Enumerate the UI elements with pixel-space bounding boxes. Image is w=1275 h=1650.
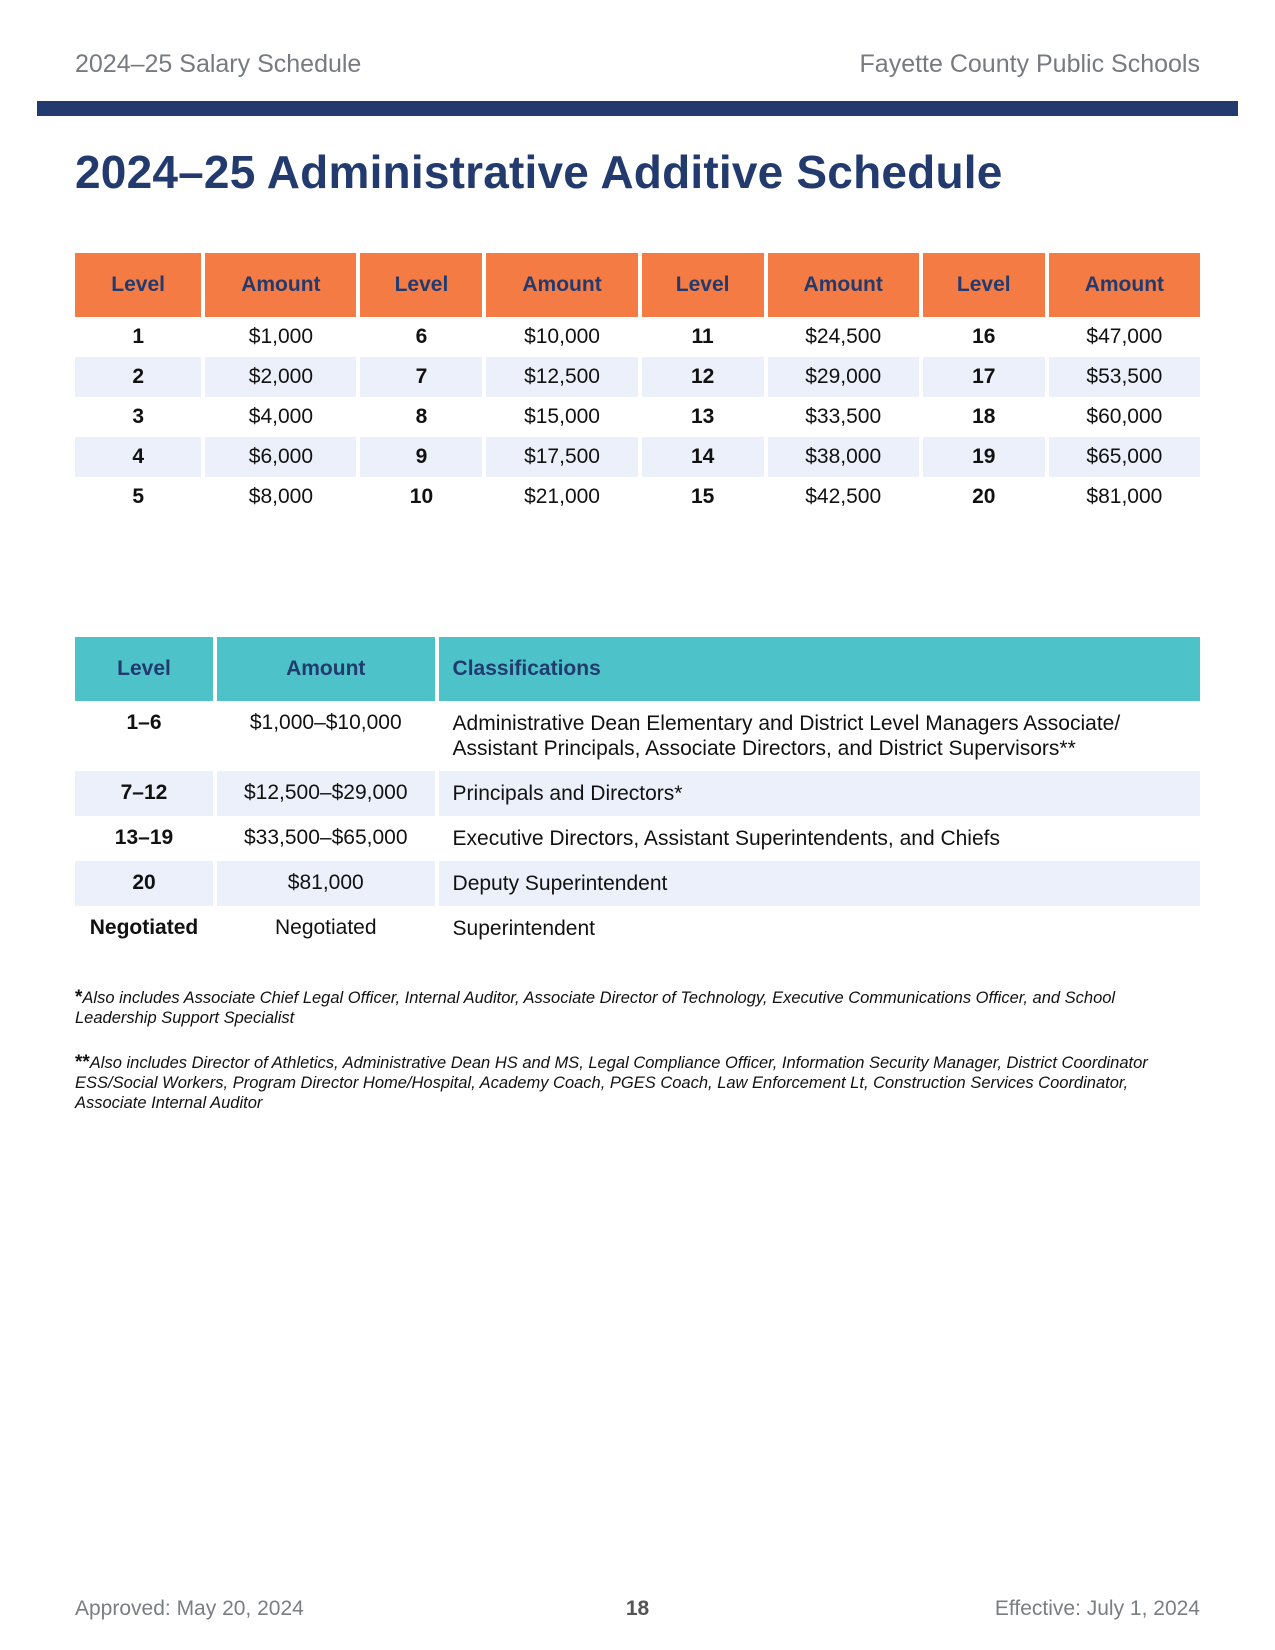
column-header-level: Level [923,253,1045,317]
column-header-amount: Amount [205,253,356,317]
column-header-amount: Amount [768,253,919,317]
column-header-level: Level [642,253,764,317]
amount-cell: $1,000 [248,325,313,348]
amount-cell: $2,000 [205,357,356,397]
level-cell: 14 [642,437,764,477]
level-range-cell: 13–19 [114,826,174,849]
level-cell: 20 [972,485,996,508]
footnote-single-asterisk [75,988,1185,1028]
level-range-cell: 20 [75,861,213,906]
level-cell: 19 [923,437,1045,477]
level-cell: 7 [360,357,482,397]
table-row [75,397,1200,437]
level-cell: 9 [360,437,482,477]
level-range-cell: 7–12 [75,771,213,816]
amount-range-cell: $12,500–$29,000 [217,771,435,816]
amount-range-cell: $33,500–$65,000 [244,826,408,849]
level-cell: 13 [690,405,715,428]
amount-cell: $38,000 [768,437,919,477]
table-row [75,317,1200,357]
page-title: 2024–25 Administrative Additive Schedule [75,146,1003,198]
amount-cell: $60,000 [1086,405,1163,428]
table-row [75,701,1200,771]
footnote-double-asterisk [75,1053,1185,1113]
additive-table-header-row [75,253,1200,317]
amount-range-cell: Negotiated [274,916,377,939]
level-cell: 17 [923,357,1045,397]
amount-range-cell: $1,000–$10,000 [249,711,402,734]
footnote-text: Also includes Associate Chief Legal Officer, Internal Auditor, Associate Director of Technology, Executive Communications Officer, and School Leadership Support Specialist [75,989,1116,1027]
column-header-amount: Amount [486,253,637,317]
amount-cell: $33,500 [805,405,882,428]
classification-cell: Administrative Dean Elementary and District Level Managers Associate/ Assistant Principals, Associate Directors, and District Supervisors** [452,712,1121,760]
column-header-level: Level [75,637,213,701]
column-header-amount: Amount [1049,253,1200,317]
amount-cell: $47,000 [1086,325,1163,348]
footnote-text: Also includes Director of Athletics, Administrative Dean HS and MS, Legal Compliance Officer, Information Security Manager, District Coordinator ESS/Social Workers, Program Director Home/Hospital, Academy Coach, PGES Coach, Law Enforcement Lt, Construction Services Coordinator, Associate Internal Auditor [75,1054,1148,1112]
footnote-marker: * [75,987,83,1008]
classification-cell: Deputy Superintendent [439,861,1200,906]
amount-cell: $81,000 [1086,485,1163,508]
level-cell: 6 [415,325,428,348]
level-cell: 4 [75,437,201,477]
table-row [75,477,1200,517]
column-header-classifications: Classifications [439,637,1200,701]
amount-cell: $53,500 [1049,357,1200,397]
additive-amount-table [71,253,1204,517]
level-cell: 11 [691,325,714,348]
table-row [75,861,1200,906]
level-cell: 12 [642,357,764,397]
header-organization: Fayette County Public Schools [859,50,1200,78]
header-rule [37,101,1238,116]
column-header-level: Level [75,253,201,317]
column-header-level: Level [360,253,482,317]
classification-cell: Principals and Directors* [439,771,1200,816]
amount-cell: $8,000 [248,485,313,508]
level-range-cell: 1–6 [126,711,162,734]
level-cell: 18 [972,405,996,428]
footnote-marker: ** [75,1052,90,1073]
amount-cell: $6,000 [205,437,356,477]
amount-cell: $42,500 [805,485,882,508]
amount-cell: $15,000 [524,405,600,428]
table-row [75,357,1200,397]
table-row [75,771,1200,816]
amount-cell: $12,500 [486,357,637,397]
footer-effective-date: Effective: July 1, 2024 [994,1597,1200,1620]
amount-range-cell: $81,000 [217,861,435,906]
level-range-cell: Negotiated [89,916,199,939]
amount-cell: $10,000 [524,325,600,348]
column-header-amount: Amount [217,637,435,701]
level-cell: 5 [132,485,144,508]
amount-cell: $17,500 [486,437,637,477]
amount-cell: $29,000 [768,357,919,397]
classification-table [71,637,1204,951]
classification-cell: Executive Directors, Assistant Superintendents, and Chiefs [452,827,1000,850]
level-cell: 8 [415,405,428,428]
level-cell: 2 [75,357,201,397]
level-cell: 10 [409,485,434,508]
level-cell: 15 [690,485,715,508]
amount-cell: $65,000 [1049,437,1200,477]
table-row [75,906,1200,951]
level-cell: 16 [972,325,996,348]
amount-cell: $24,500 [805,325,882,348]
classification-cell: Superintendent [452,917,595,940]
header-document-title: 2024–25 Salary Schedule [75,50,362,78]
footer-approved-date: Approved: May 20, 2024 [75,1597,304,1620]
table-row [75,816,1200,861]
table-row [75,437,1200,477]
amount-cell: $4,000 [248,405,313,428]
level-cell: 1 [132,325,144,348]
footer-page-number: 18 [625,1597,650,1620]
level-cell: 3 [132,405,144,428]
amount-cell: $21,000 [524,485,600,508]
classification-table-header-row [75,637,1200,701]
